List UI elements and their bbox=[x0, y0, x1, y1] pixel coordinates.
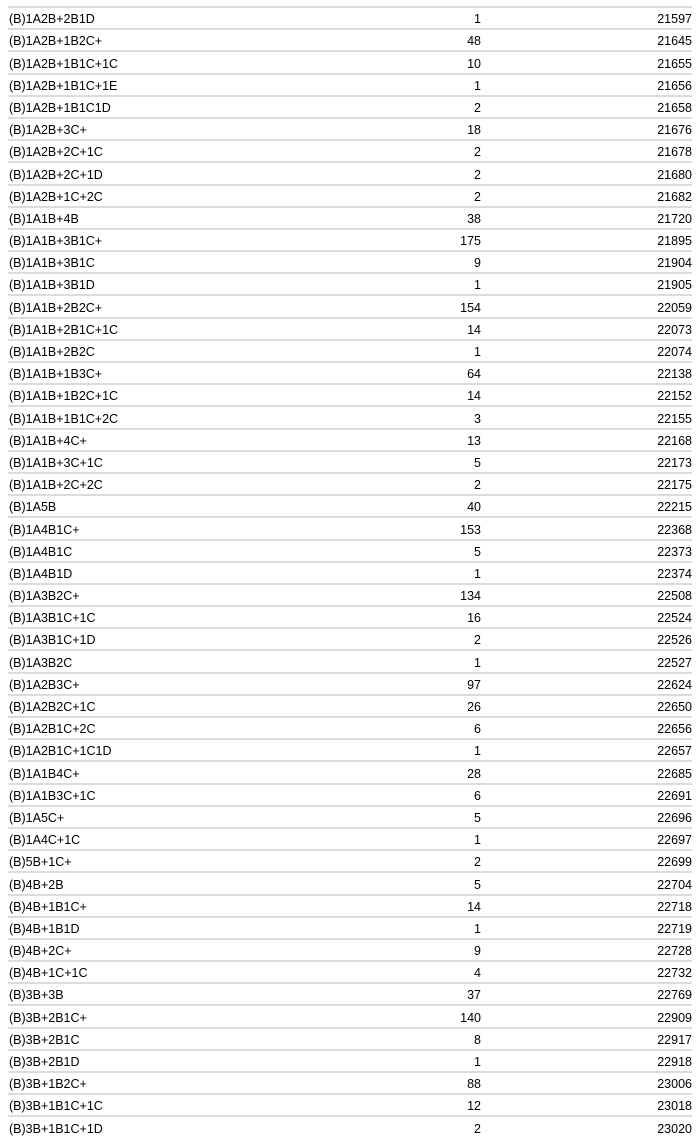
cumulative-cell: 22918 bbox=[657, 1055, 692, 1069]
code-cell: (B)1A2B+3C+ bbox=[9, 123, 87, 138]
data-table bbox=[8, 6, 692, 1138]
table-row bbox=[8, 294, 692, 316]
code-cell: (B)3B+2B1C bbox=[9, 1032, 80, 1047]
count-cell: 6 bbox=[474, 788, 481, 803]
count-cell: 153 bbox=[460, 522, 481, 537]
cumulative-cell: 22168 bbox=[657, 433, 692, 448]
table-row bbox=[8, 627, 692, 649]
cumulative-cell: 22650 bbox=[657, 700, 692, 714]
code-cell: (B)1A2B+2C+1D bbox=[9, 167, 103, 182]
cumulative-cell: 22917 bbox=[657, 1032, 692, 1047]
table-row bbox=[8, 516, 692, 538]
table-row bbox=[8, 250, 692, 272]
count-cell: 1 bbox=[474, 278, 481, 293]
cumulative-cell: 21682 bbox=[657, 189, 692, 204]
code-cell: (B)1A4B1C bbox=[9, 544, 73, 559]
count-cell: 26 bbox=[467, 700, 481, 714]
count-cell: 4 bbox=[474, 966, 481, 981]
cumulative-cell: 22524 bbox=[657, 611, 692, 626]
table-row bbox=[8, 161, 692, 183]
cumulative-cell: 22368 bbox=[657, 522, 692, 537]
table-row bbox=[8, 938, 692, 960]
code-cell: (B)1A1B+3B1D bbox=[9, 278, 95, 293]
table-row bbox=[8, 916, 692, 938]
count-cell: 40 bbox=[467, 500, 481, 515]
table-row bbox=[8, 672, 692, 694]
cumulative-cell: 23020 bbox=[657, 1121, 692, 1136]
table-row bbox=[8, 139, 692, 161]
code-cell: (B)1A4B1D bbox=[9, 566, 73, 581]
count-cell: 1 bbox=[474, 921, 481, 936]
count-cell: 13 bbox=[467, 433, 481, 448]
count-cell: 9 bbox=[474, 256, 481, 271]
code-cell: (B)4B+2C+ bbox=[9, 944, 72, 959]
code-cell: (B)1A5C+ bbox=[9, 810, 65, 825]
table-row bbox=[8, 716, 692, 738]
count-cell: 134 bbox=[460, 589, 481, 604]
count-cell: 1 bbox=[474, 744, 481, 759]
cumulative-cell: 22059 bbox=[657, 300, 692, 315]
code-cell: (B)4B+1B1D bbox=[9, 921, 80, 936]
code-cell: (B)1A2B+1C+2C bbox=[9, 189, 103, 204]
code-cell: (B)1A1B+2C+2C bbox=[9, 478, 103, 493]
table-row bbox=[8, 184, 692, 206]
count-cell: 2 bbox=[474, 1121, 481, 1136]
table-row bbox=[8, 206, 692, 228]
count-cell: 37 bbox=[467, 988, 481, 1003]
code-cell: (B)3B+1B1C+1C bbox=[9, 1099, 103, 1114]
table-row bbox=[8, 561, 692, 583]
cumulative-cell: 21597 bbox=[657, 12, 692, 27]
table-row bbox=[8, 361, 692, 383]
count-cell: 14 bbox=[467, 899, 481, 914]
table-row bbox=[8, 539, 692, 561]
cumulative-cell: 22152 bbox=[657, 389, 692, 404]
count-cell: 2 bbox=[474, 167, 481, 182]
table-row bbox=[8, 472, 692, 494]
cumulative-cell: 22909 bbox=[657, 1010, 692, 1025]
count-cell: 1 bbox=[474, 655, 481, 670]
table-row bbox=[8, 1027, 692, 1049]
table-row bbox=[8, 783, 692, 805]
code-cell: (B)1A1B3C+1C bbox=[9, 788, 96, 803]
count-cell: 48 bbox=[467, 34, 481, 49]
code-cell: (B)1A1B+4B bbox=[9, 211, 79, 226]
code-cell: (B)4B+1C+1C bbox=[9, 966, 88, 981]
count-cell: 1 bbox=[474, 78, 481, 93]
cumulative-cell: 22373 bbox=[657, 544, 692, 559]
table-row bbox=[8, 827, 692, 849]
table-row bbox=[8, 1049, 692, 1071]
cumulative-cell: 22691 bbox=[657, 788, 692, 803]
table-row bbox=[8, 894, 692, 916]
code-cell: (B)1A2B2C+1C bbox=[9, 700, 96, 714]
table-row bbox=[8, 982, 692, 1004]
cumulative-cell: 22718 bbox=[657, 899, 692, 914]
cumulative-cell: 22728 bbox=[657, 944, 692, 959]
count-cell: 5 bbox=[474, 544, 481, 559]
cumulative-cell: 22138 bbox=[657, 367, 692, 382]
count-cell: 10 bbox=[467, 56, 481, 71]
count-cell: 1 bbox=[474, 345, 481, 359]
table-row bbox=[8, 871, 692, 893]
code-cell: (B)4B+2B bbox=[9, 877, 64, 892]
count-cell: 1 bbox=[474, 566, 481, 581]
cumulative-cell: 22526 bbox=[657, 633, 692, 648]
table-row bbox=[8, 405, 692, 427]
cumulative-cell: 22624 bbox=[657, 677, 692, 692]
code-cell: (B)1A2B+2C+1C bbox=[9, 145, 103, 160]
count-cell: 14 bbox=[467, 322, 481, 337]
cumulative-cell: 22699 bbox=[657, 855, 692, 870]
count-cell: 2 bbox=[474, 855, 481, 870]
cumulative-cell: 23006 bbox=[657, 1077, 692, 1092]
code-cell: (B)1A1B+1B3C+ bbox=[9, 367, 103, 382]
cumulative-cell: 21904 bbox=[657, 256, 692, 271]
table-row bbox=[8, 1004, 692, 1026]
count-cell: 38 bbox=[467, 211, 481, 226]
table-row bbox=[8, 28, 692, 50]
code-cell: (B)1A1B+4C+ bbox=[9, 433, 87, 448]
count-cell: 88 bbox=[467, 1077, 481, 1092]
cumulative-cell: 22685 bbox=[657, 766, 692, 781]
cumulative-cell: 22697 bbox=[657, 833, 692, 848]
count-cell: 14 bbox=[467, 389, 481, 404]
table-row bbox=[8, 228, 692, 250]
cumulative-cell: 22696 bbox=[657, 810, 692, 825]
count-cell: 1 bbox=[474, 12, 481, 27]
code-cell: (B)1A2B3C+ bbox=[9, 677, 80, 692]
count-cell: 18 bbox=[467, 123, 481, 138]
code-cell: (B)1A2B+2B1D bbox=[9, 12, 95, 27]
table-row bbox=[8, 317, 692, 339]
table-row bbox=[8, 95, 692, 117]
code-cell: (B)1A2B+1B1C1D bbox=[9, 100, 111, 115]
code-cell: (B)1A1B+2B2C bbox=[9, 345, 95, 359]
code-cell: (B)3B+2B1D bbox=[9, 1055, 80, 1069]
count-cell: 2 bbox=[474, 145, 481, 160]
cumulative-cell: 22074 bbox=[657, 345, 692, 359]
code-cell: (B)1A1B+3C+1C bbox=[9, 455, 103, 470]
cumulative-cell: 21680 bbox=[657, 167, 692, 182]
table-row bbox=[8, 73, 692, 95]
cumulative-cell: 22657 bbox=[657, 744, 692, 759]
table-row bbox=[8, 494, 692, 516]
cumulative-cell: 21655 bbox=[657, 56, 692, 71]
cumulative-cell: 21676 bbox=[657, 123, 692, 138]
cumulative-cell: 22656 bbox=[657, 722, 692, 737]
count-cell: 2 bbox=[474, 189, 481, 204]
code-cell: (B)3B+1B1C+1D bbox=[9, 1121, 103, 1136]
code-cell: (B)4B+1B1C+ bbox=[9, 899, 87, 914]
cumulative-cell: 21658 bbox=[657, 100, 692, 115]
table-row bbox=[8, 960, 692, 982]
count-cell: 28 bbox=[467, 766, 481, 781]
table-row bbox=[8, 649, 692, 671]
table-row bbox=[8, 339, 692, 361]
cumulative-cell: 22173 bbox=[657, 455, 692, 470]
table-row bbox=[8, 849, 692, 871]
cumulative-cell: 22073 bbox=[657, 322, 692, 337]
count-cell: 2 bbox=[474, 100, 481, 115]
cumulative-cell: 22527 bbox=[657, 655, 692, 670]
count-cell: 154 bbox=[460, 300, 481, 315]
table-row bbox=[8, 383, 692, 405]
cumulative-cell: 22155 bbox=[657, 411, 692, 426]
count-cell: 6 bbox=[474, 722, 481, 737]
table-row bbox=[8, 1115, 692, 1137]
code-cell: (B)1A3B2C+ bbox=[9, 589, 80, 604]
code-cell: (B)3B+3B bbox=[9, 988, 64, 1003]
cumulative-cell: 21656 bbox=[657, 78, 692, 93]
code-cell: (B)1A3B1C+1C bbox=[9, 611, 96, 626]
table-row bbox=[8, 117, 692, 139]
cumulative-cell: 21905 bbox=[657, 278, 692, 293]
table-row bbox=[8, 605, 692, 627]
count-cell: 3 bbox=[474, 411, 481, 426]
code-cell: (B)1A1B+3B1C+ bbox=[9, 234, 103, 249]
cumulative-cell: 22732 bbox=[657, 966, 692, 981]
code-cell: (B)1A2B1C+2C bbox=[9, 722, 96, 737]
cumulative-cell: 23018 bbox=[657, 1099, 692, 1114]
cumulative-cell: 22508 bbox=[657, 589, 692, 604]
table-row bbox=[8, 583, 692, 605]
table-row bbox=[8, 1071, 692, 1093]
table-row bbox=[8, 738, 692, 760]
cumulative-cell: 22704 bbox=[657, 877, 692, 892]
count-cell: 16 bbox=[467, 611, 481, 626]
code-cell: (B)5B+1C+ bbox=[9, 855, 72, 870]
count-cell: 5 bbox=[474, 877, 481, 892]
count-cell: 140 bbox=[460, 1010, 481, 1025]
code-cell: (B)1A1B4C+ bbox=[9, 766, 80, 781]
cumulative-cell: 22719 bbox=[657, 921, 692, 936]
code-cell: (B)1A1B+1B1C+2C bbox=[9, 411, 119, 426]
code-cell: (B)1A5B bbox=[9, 500, 57, 515]
count-cell: 5 bbox=[474, 810, 481, 825]
code-cell: (B)3B+2B1C+ bbox=[9, 1010, 87, 1025]
table-row bbox=[8, 805, 692, 827]
cumulative-cell: 21645 bbox=[657, 34, 692, 49]
table-row bbox=[8, 272, 692, 294]
cumulative-cell: 21895 bbox=[657, 234, 692, 249]
count-cell: 2 bbox=[474, 478, 481, 493]
code-cell: (B)1A3B1C+1D bbox=[9, 633, 96, 648]
table-row bbox=[8, 694, 692, 716]
count-cell: 97 bbox=[467, 677, 481, 692]
code-cell: (B)1A4B1C+ bbox=[9, 522, 80, 537]
cumulative-cell: 22215 bbox=[657, 500, 692, 515]
count-cell: 5 bbox=[474, 455, 481, 470]
count-cell: 175 bbox=[460, 234, 481, 249]
count-cell: 2 bbox=[474, 633, 481, 648]
code-cell: (B)1A1B+2B2C+ bbox=[9, 300, 103, 315]
count-cell: 9 bbox=[474, 944, 481, 959]
table-row bbox=[8, 760, 692, 782]
code-cell: (B)1A1B+2B1C+1C bbox=[9, 322, 119, 337]
count-cell: 12 bbox=[467, 1099, 481, 1114]
code-cell: (B)1A2B1C+1C1D bbox=[9, 744, 112, 759]
table-row bbox=[8, 450, 692, 472]
code-cell: (B)3B+1B2C+ bbox=[9, 1077, 87, 1092]
count-cell: 1 bbox=[474, 833, 481, 848]
code-cell: (B)1A2B+1B1C+1E bbox=[9, 78, 118, 93]
code-cell: (B)1A2B+1B2C+ bbox=[9, 34, 103, 49]
cumulative-cell: 21720 bbox=[657, 211, 692, 226]
table-row bbox=[8, 428, 692, 450]
code-cell: (B)1A1B+1B2C+1C bbox=[9, 389, 119, 404]
cumulative-cell: 22175 bbox=[657, 478, 692, 493]
table-row bbox=[8, 1093, 692, 1115]
count-cell: 64 bbox=[467, 367, 481, 382]
table-row bbox=[8, 50, 692, 72]
cumulative-cell: 22769 bbox=[657, 988, 692, 1003]
count-cell: 1 bbox=[474, 1055, 481, 1069]
code-cell: (B)1A3B2C bbox=[9, 655, 73, 670]
cumulative-cell: 22374 bbox=[657, 566, 692, 581]
code-cell: (B)1A1B+3B1C bbox=[9, 256, 95, 271]
code-cell: (B)1A2B+1B1C+1C bbox=[9, 56, 119, 71]
code-cell: (B)1A4C+1C bbox=[9, 833, 81, 848]
count-cell: 8 bbox=[474, 1032, 481, 1047]
cumulative-cell: 21678 bbox=[657, 145, 692, 160]
table-row bbox=[8, 6, 692, 28]
